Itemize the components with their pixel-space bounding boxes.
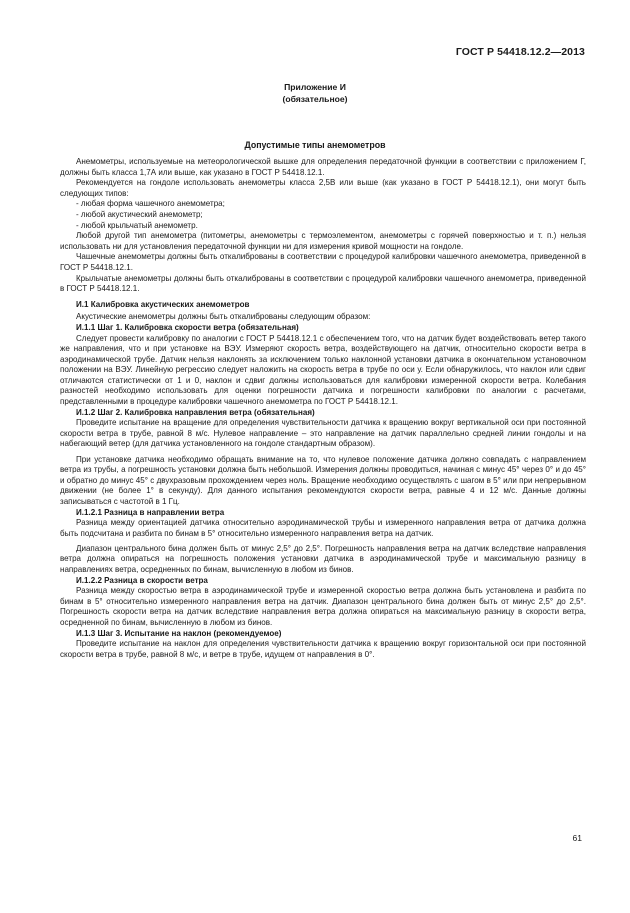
subsection-heading: И.1.2.1 Разница в направлении ветра bbox=[76, 507, 225, 517]
annex-heading bbox=[0, 82, 630, 105]
list-item: - любая форма чашечного анемометра; bbox=[76, 199, 225, 209]
annex-title: Допустимые типы анемометров bbox=[244, 140, 386, 150]
paragraph: При установке датчика необходимо обращать внимание на то, что нулевое положение датчика должно совпадать с направлением ветра из трубы, а погрешность установки должна быть небольшой. Измерения должны проводиться, начиная с минус 45° через 0° и до 45° и обратно до минус 45° с двухразовым прохождением через ноль. Вращение необходимо осуществлять с шагом в 5° или при непрерывном движении (не более 1° в секунду). Для данного испытания рекомендуются скорости ветра, равные 4 и 12 м/с. Данные должны записываться с частотой в 1 Гц. bbox=[60, 454, 586, 506]
paragraph: Акустические анемометры должны быть откалиброваны следующим образом: bbox=[76, 312, 371, 322]
subsection-heading: И.1.1 Шаг 1. Калибровка скорости ветра (обязательная) bbox=[76, 322, 299, 332]
list-item: - любой крыльчатый анемометр. bbox=[76, 220, 198, 230]
paragraph: Диапазон центрального бина должен быть от минус 2,5° до 2,5°. Погрешность направления ветра на датчик вследствие направления ветра должна опираться на погрешность положения установки датчика в аэродинамической трубе и максимальную разницу в направлениях ветра, осредненных по бинам, вычисленную в любом из бинов. bbox=[60, 543, 586, 574]
paragraph: Рекомендуется на гондоле использовать анемометры класса 2,5B или выше (как указано в ГОСТ Р 54418.12.1), они могут быть следующих типов: bbox=[60, 178, 586, 198]
subsection-heading: И.1.3 Шаг 3. Испытание на наклон (рекомендуемое) bbox=[76, 628, 282, 638]
paragraph: Чашечные анемометры должны быть откалиброваны в соответствии с процедурой калибровки чашечного анемометра, приведенной в ГОСТ Р 54418.12.1. bbox=[60, 252, 586, 272]
standard-header: ГОСТ Р 54418.12.2—2013 bbox=[455, 46, 585, 58]
document-body bbox=[60, 157, 586, 660]
annex-status: (обязательное) bbox=[282, 93, 348, 104]
subsection-heading: И.1.2.2 Разница в скорости ветра bbox=[76, 575, 208, 585]
subsection-heading: И.1.2 Шаг 2. Калибровка направления ветра (обязательная) bbox=[76, 407, 315, 417]
list-item: - любой акустический анемометр; bbox=[76, 209, 203, 219]
paragraph: Проведите испытание на наклон для определения чувствительности датчика к вращению вокруг горизонтальной оси при постоянной скорости ветра в трубе, равной 8 м/с, и ветре в трубе, идущем от направления в 0°. bbox=[60, 639, 586, 659]
paragraph: Крыльчатые анемометры должны быть откалиброваны в соответствии с процедурой калибровки чашечного анемометра, приведенной в ГОСТ Р 54418.12.1. bbox=[60, 273, 586, 294]
paragraph: Разница между скоростью ветра в аэродинамической трубе и измеренной скоростью ветра должна быть установлена и разбита по бинам в 5° относительно измеренного направления ветра на датчик. Диапазон центрального бина должен быть от минус 2,5° до 2,5°. Погрешность скорости ветра на датчик вследствие направления ветра должна опираться на максимальную разницу в скорости ветра, осредненной по бинам, вычисленную в любом из бинов. bbox=[60, 586, 586, 627]
paragraph: Анемометры, используемые на метеорологической вышке для определения передаточной функции в соответствии с приложением Г, должны быть класса 1,7А или выше, как указано в ГОСТ Р 54418.12.1. bbox=[60, 157, 586, 177]
annex-label: Приложение И bbox=[284, 82, 346, 92]
section-heading: И.1 Калибровка акустических анемометров bbox=[76, 299, 250, 309]
paragraph: Разница между ориентацией датчика относительно аэродинамической трубы и измеренного направления ветра от датчика должна быть подсчитана и разбита по бинам в 5° относительно измеренного направления ветра на датчик. bbox=[60, 518, 586, 538]
paragraph: Следует провести калибровку по аналогии с ГОСТ Р 54418.12.1 с обеспечением того, что на датчик будет воздействовать ветер такого же направления, что и при установке на ВЭУ. Измеряют скорость ветра, воздействующего на датчик, относительно скорости ветра в аэродинамической трубе. Датчик нельзя наклонять за исключением только наклонной установки датчика в окончательном установочном положении на ВЭУ. Линейную регрессию следует наложить на скорость ветра в трубе по оси у. Если обнаружилось, что наклон или сдвиг отличаются статистически от 1 и 0, наклон и сдвиг должны использоваться для калибровки измеренной скорости ветра. Колебания разностей необходимо использовать для оценки погрешности датчика и погрешности калибровки по аналогии с расчетами, представленными в процедуре калибровки чашечного анемометра по ГОСТ Р 54418.12.1. bbox=[60, 333, 586, 407]
paragraph: Любой другой тип анемометра (питометры, анемометры с термоэлементом, анемометры с горячей поверхностью и т. п.) нельзя использовать ни для установления передаточной функции ни для измерения кривой мощности на гондоле. bbox=[60, 231, 586, 251]
paragraph: Проведите испытание на вращение для определения чувствительности датчика к вращению вокруг вертикальной оси при постоянной скорости ветра в трубе, равной 8 м/с. Нулевое направление – это направление на датчик параллельно средней линии гондолы и на набегающий ветер (для датчика установленного на гондоле стандартным образом). bbox=[60, 418, 586, 449]
page-number: 61 bbox=[572, 833, 582, 843]
